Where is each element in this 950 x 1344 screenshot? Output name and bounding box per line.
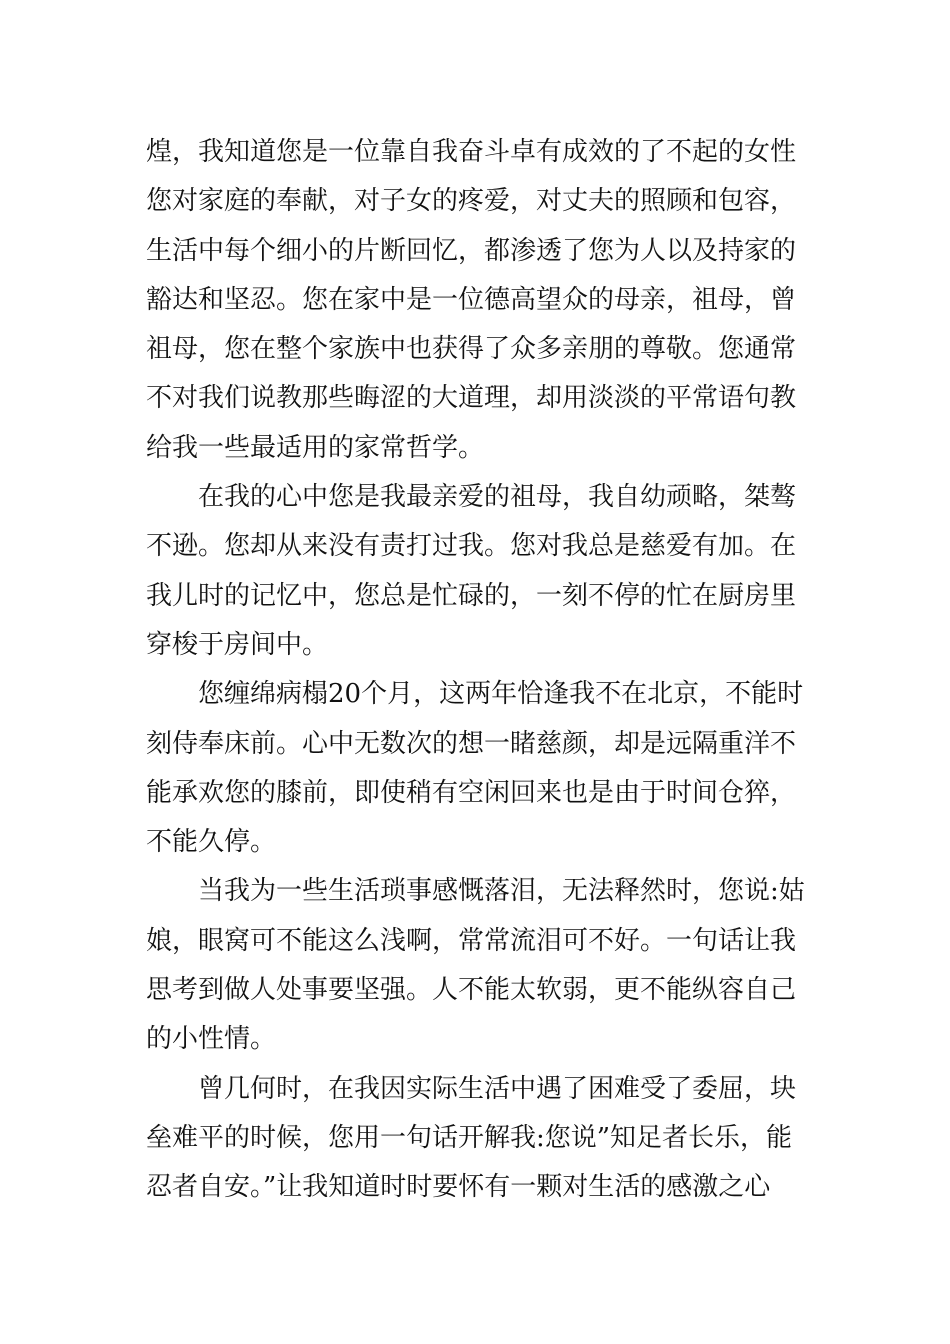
text-line: 的小性情。	[146, 1024, 277, 1055]
body-text	[146, 128, 806, 1213]
text-line: 刻侍奉床前。心中无数次的想一睹慈颜，却是远隔重洋不	[146, 728, 797, 759]
text-line: 忍者自安。”让我知道时时要怀有一颗对生活的感激之心	[146, 1172, 771, 1203]
text-line: 能承欢您的膝前，即使稍有空闲回来也是由于时间仓猝，	[146, 777, 797, 808]
text-line: 思考到做人处事要坚强。人不能太软弱，更不能纵容自己	[146, 975, 797, 1006]
text-line: 给我一些最适用的家常哲学。	[146, 432, 485, 463]
text-line: 垒难平的时候，您用一句话开解我:您说”知足者长乐，能	[146, 1122, 793, 1153]
text-line: 生活中每个细小的片断回忆，都渗透了您为人以及持家的	[146, 235, 797, 266]
paragraph-start-line: 当我为一些生活琐事感慨落泪，无法释然时，您说:姑	[198, 876, 805, 907]
text-line: 穿梭于房间中。	[146, 629, 329, 660]
paragraph-start-line: 您缠绵病榻20个月，这两年恰逢我不在北京，不能时	[198, 679, 804, 710]
paragraph-start-line: 曾几何时，在我因实际生活中遇了困难受了委屈，块	[198, 1073, 797, 1104]
text-line: 您对家庭的奉献，对子女的疼爱，对丈夫的照顾和包容，	[146, 186, 797, 217]
text-line: 不能久停。	[146, 827, 277, 858]
text-line: 豁达和坚忍。您在家中是一位德高望众的母亲，祖母，曾	[146, 284, 797, 315]
text-line: 祖母，您在整个家族中也获得了众多亲朋的尊敬。您通常	[146, 334, 797, 365]
text-line: 我儿时的记忆中，您总是忙碌的，一刻不停的忙在厨房里	[146, 580, 797, 611]
text-line: 娘，眼窝可不能这么浅啊，常常流泪可不好。一句话让我	[146, 925, 797, 956]
text-line: 不对我们说教那些晦涩的大道理，却用淡淡的平常语句教	[146, 383, 797, 414]
text-line: 不逊。您却从来没有责打过我。您对我总是慈爱有加。在	[146, 531, 797, 562]
text-line: 煌，我知道您是一位靠自我奋斗卓有成效的了不起的女性	[146, 137, 797, 167]
paragraph-start-line: 在我的心中您是我最亲爱的祖母，我自幼顽略，桀骜	[198, 482, 797, 513]
